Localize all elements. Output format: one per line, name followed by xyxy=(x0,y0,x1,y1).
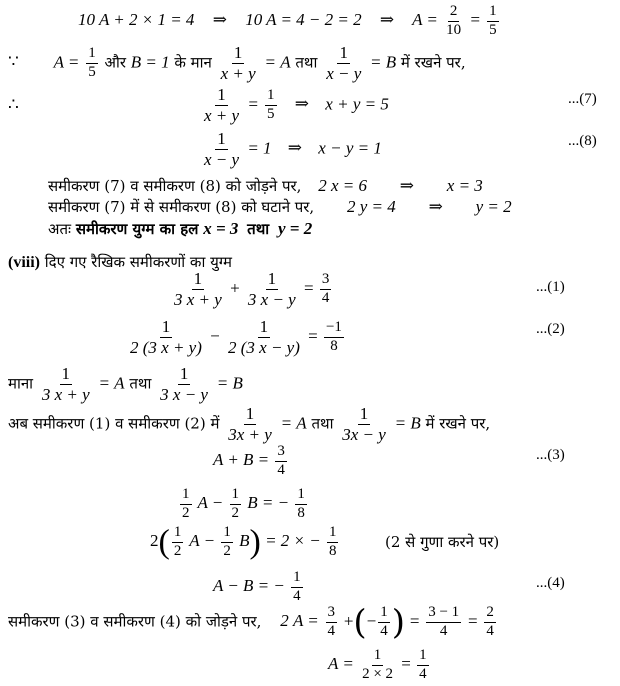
equals-B: = B xyxy=(370,52,397,72)
implies-arrow: ⇒ xyxy=(212,10,227,30)
equation-tag: ...(2) xyxy=(536,321,565,337)
eq-10A-result: 10 A = 4 − 2 = 2 xyxy=(245,10,362,30)
implies-arrow: ⇒ xyxy=(287,138,303,158)
lhs: A + B = xyxy=(213,450,270,470)
implies-arrow: ⇒ xyxy=(428,197,443,216)
coefficient: 2 xyxy=(150,531,159,551)
text: अब समीकरण (1) व समीकरण (2) में xyxy=(8,414,220,433)
math: y = 2 xyxy=(277,219,313,238)
line-15 xyxy=(150,525,340,560)
fraction: $\frac{1}{2}$ xyxy=(231,486,240,521)
fraction: $\frac{1}{2}$ xyxy=(173,524,182,559)
line-16 xyxy=(213,570,305,605)
text: तथा xyxy=(247,220,270,238)
A-minus: A − xyxy=(189,531,216,551)
fraction: $\frac{1}{3x - y}$ xyxy=(342,404,386,444)
equals-A: = A xyxy=(264,52,291,72)
lhs: A = xyxy=(328,654,354,674)
fraction: $\frac{1}{3 x + y}$ xyxy=(41,364,90,404)
fraction: $\frac{1}{3 x - y}$ xyxy=(247,269,296,309)
text: दिए गए रैखिक समीकरणों का युग्म xyxy=(44,253,232,271)
implies-arrow: ⇒ xyxy=(399,176,414,195)
close-paren: ) xyxy=(391,602,406,643)
line-18 xyxy=(328,648,431,683)
equation-tag: ...(4) xyxy=(536,575,565,591)
line-2 xyxy=(8,44,466,83)
fraction: $\frac{1}{4}$ xyxy=(380,604,388,639)
minus: − xyxy=(210,326,220,346)
line-11 xyxy=(8,365,243,404)
text: और xyxy=(104,53,126,72)
fraction: $\frac{3}{4}$ xyxy=(327,604,336,639)
text: समीकरण (7) में से समीकरण (8) को घटाने पर, xyxy=(48,198,315,216)
text: तथा xyxy=(295,53,318,72)
fraction: $\frac{1}{3x + y}$ xyxy=(228,404,272,444)
fraction: $\frac{1}{5}$ xyxy=(267,87,275,122)
line-9 xyxy=(170,270,333,309)
equals-2-times: = 2 × − xyxy=(265,531,321,551)
line-5 xyxy=(48,177,483,194)
note-multiply: (2 से गुणा करने पर) xyxy=(385,533,500,551)
math: x = 3 xyxy=(446,176,483,195)
fraction: $\frac{1}{3 x - y}$ xyxy=(160,364,208,404)
fraction: $\frac{1}{2 \times 2}$ xyxy=(362,647,394,682)
equals-one: = 1 xyxy=(247,138,272,158)
fraction: $\frac{1}{2 (3 x - y)}$ xyxy=(227,317,300,357)
fraction: $\frac{2}{4}$ xyxy=(486,604,494,639)
math: x = 3 xyxy=(203,219,239,238)
fraction: $\frac{1}{5}$ xyxy=(489,3,497,38)
equals: = xyxy=(303,278,314,298)
plus: + xyxy=(230,278,240,298)
fraction: $\frac{1}{x - y}$ xyxy=(204,129,240,169)
equation-tag: ...(3) xyxy=(536,447,565,463)
text: समीकरण (7) व समीकरण (8) को जोड़ने पर, xyxy=(48,177,302,195)
fraction: $\frac{1}{4}$ xyxy=(419,647,427,682)
fraction: $\frac{3}{4}$ xyxy=(321,271,330,306)
result: x − y = 1 xyxy=(318,138,382,158)
therefore-symbol: ∴ xyxy=(8,95,19,114)
line-3 xyxy=(200,86,389,125)
fraction: $\frac{1}{4}$ xyxy=(293,569,301,604)
implies-arrow: ⇒ xyxy=(379,10,395,30)
text: तथा xyxy=(129,374,152,393)
bold-text: समीकरण युग्म का हल xyxy=(75,220,199,238)
A-minus: A − xyxy=(197,493,224,513)
fraction: $\frac{1}{5}$ xyxy=(88,45,96,80)
math: 2 x = 6 xyxy=(318,176,367,195)
equals-A: = A xyxy=(98,373,125,393)
open-paren: ( xyxy=(353,602,367,643)
line-10 xyxy=(126,318,346,357)
close-paren: ) xyxy=(249,523,261,561)
fraction: $\frac{1}{2 (3 x + y)}$ xyxy=(130,317,202,357)
text: के मान xyxy=(174,53,212,72)
fraction: $\frac{-1}{8}$ xyxy=(325,319,342,354)
equals-B: = B xyxy=(216,373,243,393)
equals: = xyxy=(469,10,481,30)
equals: = xyxy=(467,611,478,631)
B-equals: B = − xyxy=(247,493,290,513)
equation-tag: ...(7) xyxy=(568,91,597,107)
B-equals: B = 1 xyxy=(130,52,170,72)
fraction: $\frac{1}{2}$ xyxy=(182,486,190,521)
equals: = xyxy=(401,654,411,674)
fraction: $\frac{1}{8}$ xyxy=(328,524,337,559)
text: में रखने पर, xyxy=(425,414,491,433)
fraction: $\frac{1}{x + y}$ xyxy=(220,43,256,83)
text: माना xyxy=(8,374,34,393)
part-label: (viii) xyxy=(8,254,40,271)
fraction: $\frac{1}{8}$ xyxy=(297,486,305,521)
math: y = 2 xyxy=(475,197,512,216)
line-4 xyxy=(200,130,382,169)
line-1 xyxy=(78,4,501,39)
equals: = xyxy=(409,611,420,631)
B: B xyxy=(239,531,250,551)
line-6 xyxy=(48,198,512,215)
fraction: $\frac{2}{10}$ xyxy=(446,3,462,38)
open-paren: ( xyxy=(158,523,170,561)
equation-tag: ...(1) xyxy=(536,279,565,295)
equals-B: = B xyxy=(394,413,421,433)
A-equals: A = xyxy=(53,52,80,72)
line-7 xyxy=(48,220,312,237)
lhs: A − B = − xyxy=(213,576,285,596)
minus: − xyxy=(366,611,377,631)
A-equals: A = xyxy=(412,10,438,30)
text: समीकरण (3) व समीकरण (4) को जोड़ने पर, xyxy=(8,612,262,631)
implies-arrow: ⇒ xyxy=(294,94,310,114)
fraction: $\frac{1}{2}$ xyxy=(223,524,231,559)
equals-A: = A xyxy=(280,413,307,433)
eq-10A: 10 A + 2 × 1 = 4 xyxy=(78,10,195,30)
line-13 xyxy=(213,444,289,479)
fraction: $\frac{1}{3 x + y}$ xyxy=(174,269,222,309)
equation-tag: ...(8) xyxy=(568,133,597,149)
text: तथा xyxy=(311,414,334,433)
line-12 xyxy=(8,405,490,444)
fraction: $\frac{1}{x - y}$ xyxy=(326,43,362,83)
text: में रखने पर, xyxy=(400,53,466,72)
math: 2 y = 4 xyxy=(347,197,396,216)
lhs: 2 A = xyxy=(280,611,319,631)
result: x + y = 5 xyxy=(325,94,389,114)
text: अतः xyxy=(48,220,72,238)
plus: + xyxy=(343,611,354,631)
fraction: $\frac{3}{4}$ xyxy=(277,443,285,478)
fraction: $\frac{3 - 1}{4}$ xyxy=(428,604,460,639)
fraction: $\frac{1}{x + y}$ xyxy=(204,85,240,125)
line-14 xyxy=(178,487,309,522)
because-symbol: ∵ xyxy=(8,52,19,72)
equals: = xyxy=(308,326,318,346)
line-17 xyxy=(8,602,498,643)
equals: = xyxy=(247,94,259,114)
